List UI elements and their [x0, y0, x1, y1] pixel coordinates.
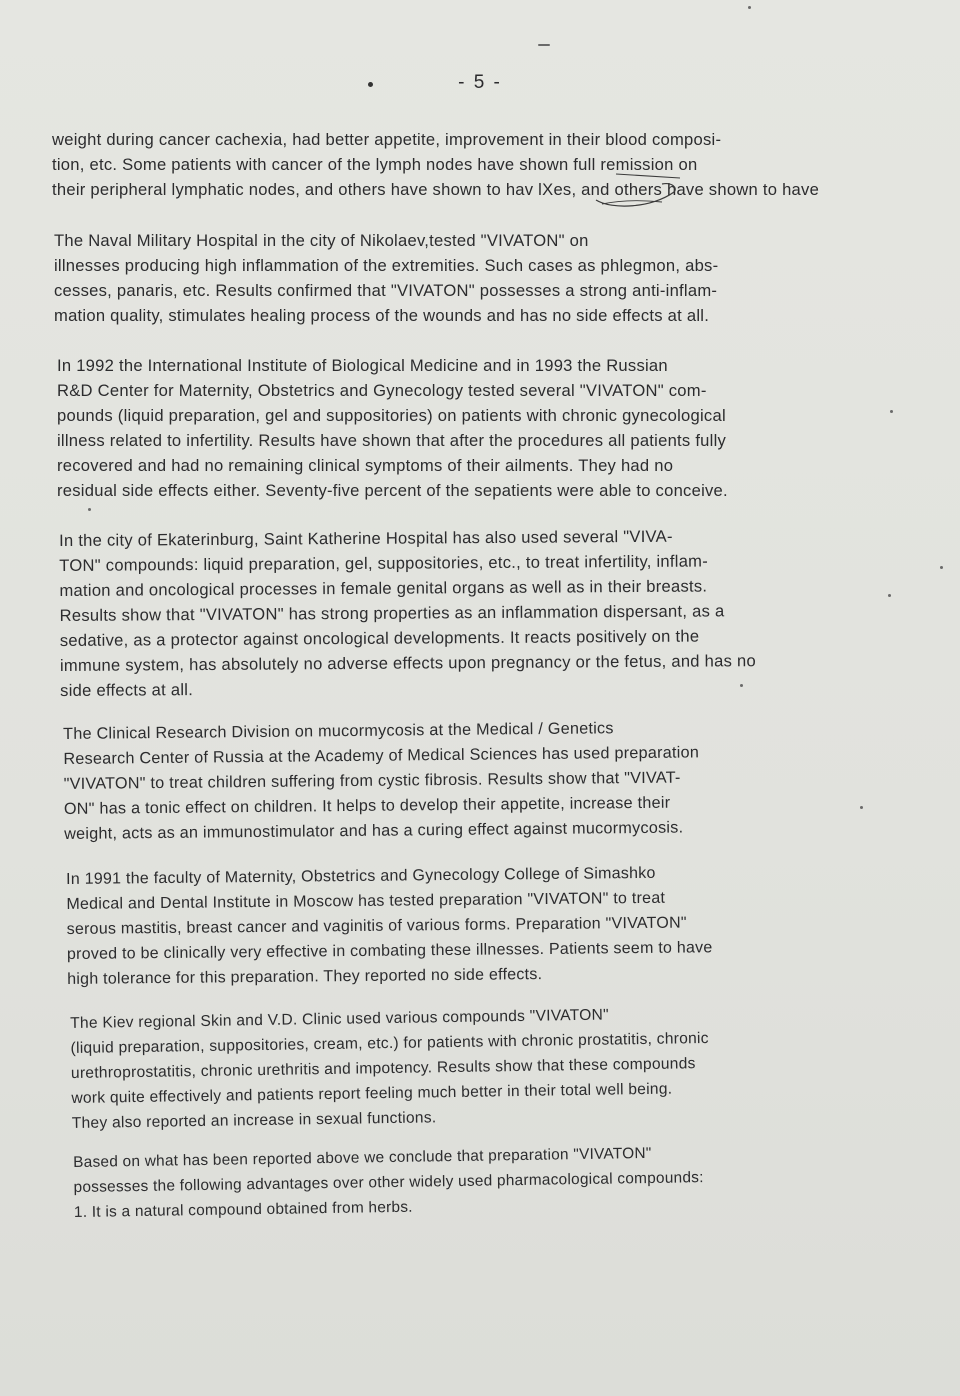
- paragraph-kiev-clinic: The Kiev regional Skin and V.D. Clinic used various compounds "VIVATON" (liquid preparation, suppositories, cream, etc.) for patients with chronic prostatitis, chronic urethroprostatitis, chronic urethritis and impotency. Results show that these compounds work quite effectively and patients report feeling much better in their total well being. They also reported an increase in sexual functions.: [70, 1006, 709, 1132]
- handwritten-correction-mark: [592, 170, 682, 210]
- paper-speck: [890, 410, 893, 413]
- paragraph-cachexia-results: weight during cancer cachexia, had better appetite, improvement in their blood composi- tion, etc. Some patients with cancer of the lymph nodes have shown full remission on their peripheral lymphatic nodes, and others have shown to hav lXes, and others have shown to have: [52, 130, 820, 199]
- paragraph-mucormycosis-research: The Clinical Research Division on mucormycosis at the Medical / Genetics Research Center of Russia at the Academy of Medical Sciences has used preparation "VIVATON" to treat children suffering from cystic fibrosis. Results show that "VIVAT- ON" has a tonic effect on children. It helps to develop their appetite, increase their weight, acts as an immunostimulator and has a curing effect against mucormycosis.: [63, 719, 700, 843]
- paper-speck: [740, 684, 743, 687]
- paper-speck: [940, 566, 943, 569]
- paper-speck: [748, 6, 751, 9]
- paragraph-conclusion: Based on what has been reported above we conclude that preparation "VIVATON" possesses the following advantages over other widely used pharmacological compounds: 1. It is a natural compound obtained from herbs.: [73, 1144, 704, 1221]
- paragraph-nikolaev-hospital: The Naval Military Hospital in the city of Nikolaev,tested "VIVATON" on illnesses producing high inflammation of the extremities. Such cases as phlegmon, abs- cesses, panaris, etc. Results confirmed that "VIVATON" possesses a strong anti-inflam- mation quality, stimulates healing process of the wounds and has no side effects at all.: [54, 231, 719, 325]
- paper-speck: [88, 508, 91, 511]
- paragraph-simashko-institute: In 1991 the faculty of Maternity, Obstetrics and Gynecology College of Simashko Medical and Dental Institute in Moscow has tested preparation "VIVATON" to treat serous mastitis, breast cancer and vaginitis of various forms. Preparation "VIVATON" proved to be clinically very effective in combating these illnesses. Patients seem to have high tolerance for this preparation. They reported no side effects.: [66, 864, 713, 988]
- paper-speck: [860, 806, 863, 809]
- paper-speck: [538, 44, 550, 46]
- paragraph-ekaterinburg-hospital: In the city of Ekaterinburg, Saint Katherine Hospital has also used several "VIVA- TON" compounds: liquid preparation, gel, suppositories, etc., to treat infertility, inflam- mation and oncological processes in female genital organs as well as in their breasts. Results show that "VIVATON" has strong properties as an inflammation dispersant, as a sedative, as a protector against oncological developments. It reacts positively on the immune system, has absolutely no adverse effects upon pregnancy or the fetus, and has no side effects at all.: [59, 526, 756, 700]
- paragraph-infertility-study: In 1992 the International Institute of Biological Medicine and in 1993 the Russian R&D Center for Maternity, Obstetrics and Gynecology tested several "VIVATON" com- pounds (liquid preparation, gel and suppositories) on patients with chronic gynecological illness related to infertility. Results have shown that after the procedures all patients fully recovered and had no remaining clinical symptoms of their ailments. They had no residual side effects either. Seventy-five percent of the sepatients were able to conceive.: [57, 356, 728, 500]
- page-number: - 5 -: [458, 72, 502, 93]
- paper-speck: [888, 594, 891, 597]
